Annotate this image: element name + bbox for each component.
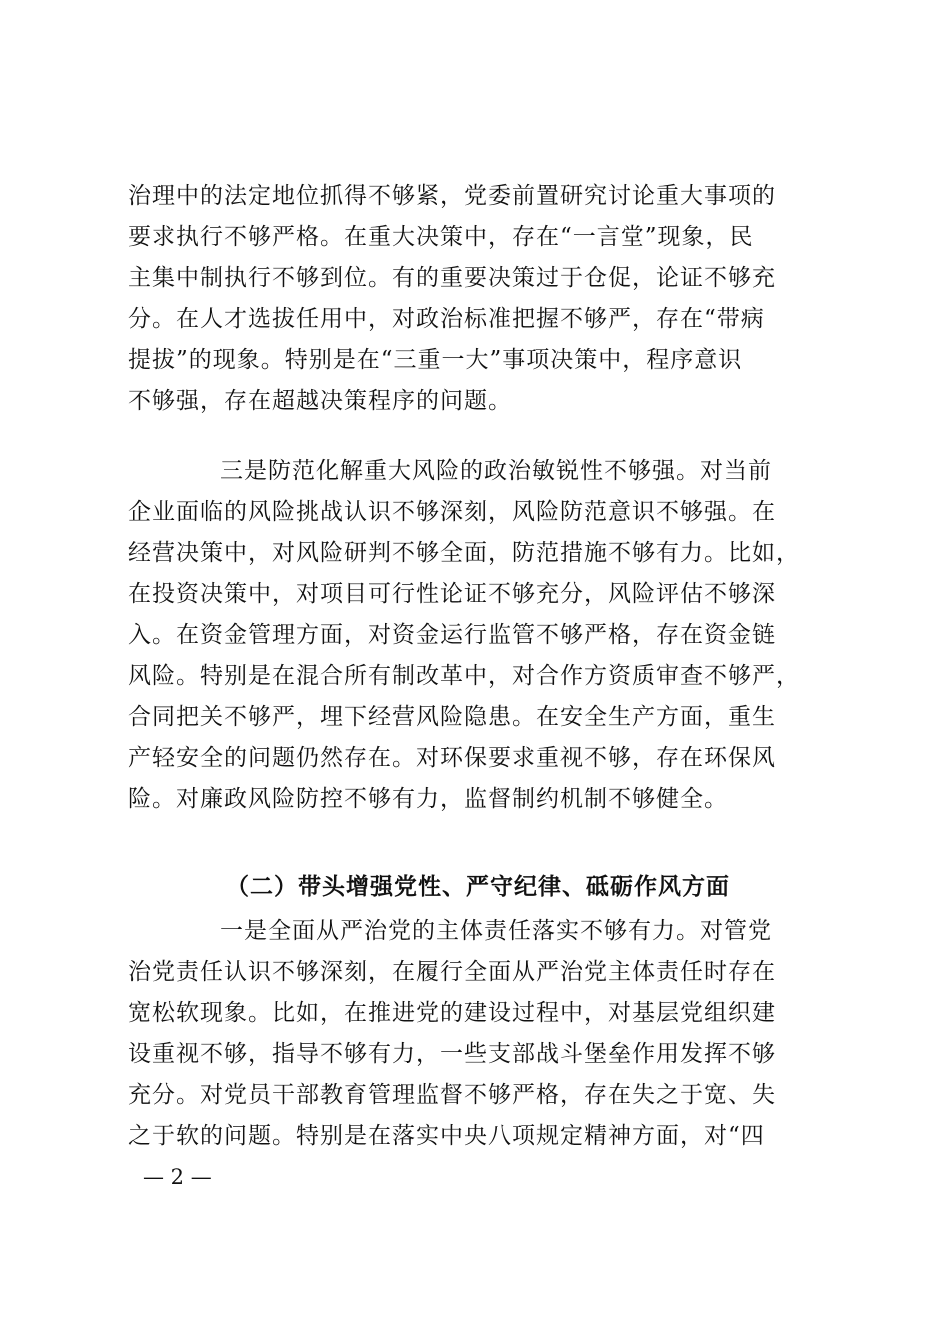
paragraph-line: 宽松软现象。比如，在推进党的建设过程中，对基层党组织建 [128,1000,776,1026]
paragraph-line: 产轻安全的问题仍然存在。对环保要求重视不够，存在环保风 [128,745,776,771]
page-number: — 2 — [143,1165,212,1189]
paragraph-line: 在投资决策中，对项目可行性论证不够充分，风险评估不够深 [128,581,776,607]
paragraph-line: 险。对廉政风险防控不够有力，监督制约机制不够健全。 [128,786,728,812]
paragraph-line: 充分。对党员干部教育管理监督不够严格，存在失之于宽、失 [128,1082,776,1108]
paragraph-line: 经营决策中，对风险研判不够全面，防范措施不够有力。比如， [128,540,800,566]
paragraph-continued [128,176,828,422]
paragraph-line: 之于软的问题。特别是在落实中央八项规定精神方面，对“四 [128,1123,765,1149]
paragraph-line: 合同把关不够严，埋下经营风险隐患。在安全生产方面，重生 [128,704,776,730]
section-heading: （二）带头增强党性、严守纪律、砥砺作风方面 [226,873,730,900]
paragraph-risk [128,451,828,820]
paragraph-line: 企业面临的风险挑战认识不够深刻，风险防范意识不够强。在 [128,499,776,525]
paragraph-line: 分。在人才选拔任用中，对政治标准把握不够严，存在“带病 [128,306,765,332]
paragraph-line: 不够强，存在超越决策程序的问题。 [128,388,512,414]
paragraph-line: 主集中制执行不够到位。有的重要决策过于仓促，论证不够充 [128,265,776,291]
paragraph-line: 风险。特别是在混合所有制改革中，对合作方资质审查不够严， [128,663,800,689]
paragraph-line: 治理中的法定地位抓得不够紧，党委前置研究讨论重大事项的 [128,183,776,209]
paragraph-first-line: 三是防范化解重大风险的政治敏锐性不够强。对当前 [220,458,772,484]
paragraph-line: 入。在资金管理方面，对资金运行监管不够严格，存在资金链 [128,622,776,648]
paragraph-line: 设重视不够，指导不够有力，一些支部战斗堡垒作用发挥不够 [128,1041,776,1067]
paragraph-line: 要求执行不够严格。在重大决策中，存在“一言堂”现象，民 [128,224,754,250]
section-heading-block [128,866,828,907]
paragraph-line: 治党责任认识不够深刻，在履行全面从严治党主体责任时存在 [128,959,776,985]
paragraph-line: 提拔”的现象。特别是在“三重一大”事项决策中，程序意识 [128,347,743,373]
paragraph-first-line: 一是全面从严治党的主体责任落实不够有力。对管党 [220,918,772,944]
paragraph-party-discipline [128,911,828,1157]
